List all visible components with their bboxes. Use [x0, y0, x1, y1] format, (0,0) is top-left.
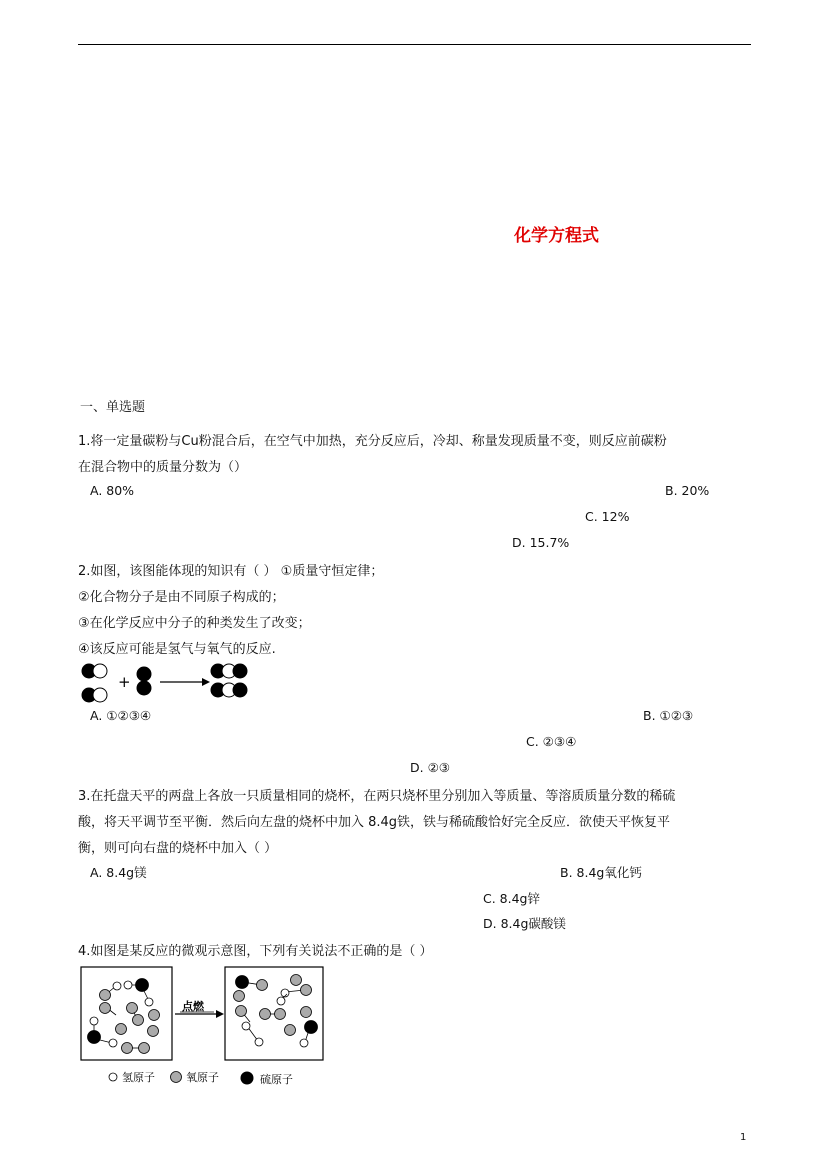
- legend-sulfur-icon: [241, 1072, 254, 1085]
- arrow-head: [202, 678, 210, 686]
- legend-hydrogen-icon: [109, 1073, 117, 1081]
- q2-stem-line4: ④该反应可能是氢气与氧气的反应.: [78, 642, 276, 657]
- q2-option-a[interactable]: A. ①②③④: [90, 708, 152, 723]
- q2-option-c[interactable]: C. ②③④: [526, 734, 577, 749]
- q1-option-c[interactable]: C. 12%: [585, 509, 630, 524]
- q1-stem-line2: 在混合物中的质量分数为（）: [78, 460, 248, 475]
- legend-sulfur-label: 硫原子: [260, 1073, 293, 1086]
- page-title: 化学方程式: [514, 226, 599, 246]
- atom-black: [233, 664, 247, 678]
- q3-option-b[interactable]: B. 8.4g氧化钙: [560, 865, 642, 880]
- q3-stem-line3: 衡，则可向右盘的烧杯中加入（ ）: [78, 841, 278, 856]
- arrow-head: [216, 1010, 224, 1018]
- q3-stem-line2: 酸，将天平调节至平衡．然后向左盘的烧杯中加入 8.4g铁，铁与稀硫酸恰好完全反应．欲使天平恢复平: [78, 815, 671, 830]
- atom-white: [93, 688, 107, 702]
- q2-option-d[interactable]: D. ②③: [410, 760, 450, 775]
- q2-reaction-diagram: [80, 660, 255, 705]
- page-number: 1: [740, 1132, 747, 1143]
- plus-sign: +: [118, 673, 131, 691]
- q3-option-c[interactable]: C. 8.4g锌: [483, 891, 540, 906]
- legend-oxygen-label: 氧原子: [186, 1071, 219, 1084]
- q2-stem-line3: ③在化学反应中分子的种类发生了改变；: [78, 616, 311, 631]
- q3-option-d[interactable]: D. 8.4g碳酸镁: [483, 916, 566, 931]
- atom-black: [137, 667, 151, 681]
- atom-black: [233, 683, 247, 697]
- q3-option-a[interactable]: A. 8.4g镁: [90, 865, 147, 880]
- q4-stem-line1: 4.如图是某反应的微观示意图，下列有关说法不正确的是（ ）: [78, 944, 433, 959]
- q3-stem-line1: 3.在托盘天平的两盘上各放一只质量相同的烧杯，在两只烧杯里分别加入等质量、等溶质质量分数的稀硫: [78, 789, 676, 804]
- legend-hydrogen-label: 氢原子: [122, 1071, 155, 1084]
- atom-black: [137, 681, 151, 695]
- section-heading: 一、单选题: [80, 400, 146, 415]
- q1-option-a[interactable]: A. 80%: [90, 483, 135, 498]
- q2-stem-line1: 2.如图，该图能体现的知识有（ ） ①质量守恒定律；: [78, 564, 384, 579]
- q1-option-d[interactable]: D. 15.7%: [512, 535, 570, 550]
- arrow-label: 点燃: [182, 1000, 204, 1013]
- q1-option-b[interactable]: B. 20%: [665, 483, 710, 498]
- q2-option-b[interactable]: B. ①②③: [643, 708, 694, 723]
- q4-micro-diagram: [78, 964, 328, 1092]
- q1-stem-line1: 1.将一定量碳粉与Cu粉混合后，在空气中加热，充分反应后，冷却、称量发现质量不变，则反应前碳粉: [78, 434, 667, 449]
- q2-stem-line2: ②化合物分子是由不同原子构成的；: [78, 590, 285, 605]
- legend-oxygen-icon: [171, 1072, 182, 1083]
- atom-white: [93, 664, 107, 678]
- header-rule: [78, 44, 751, 45]
